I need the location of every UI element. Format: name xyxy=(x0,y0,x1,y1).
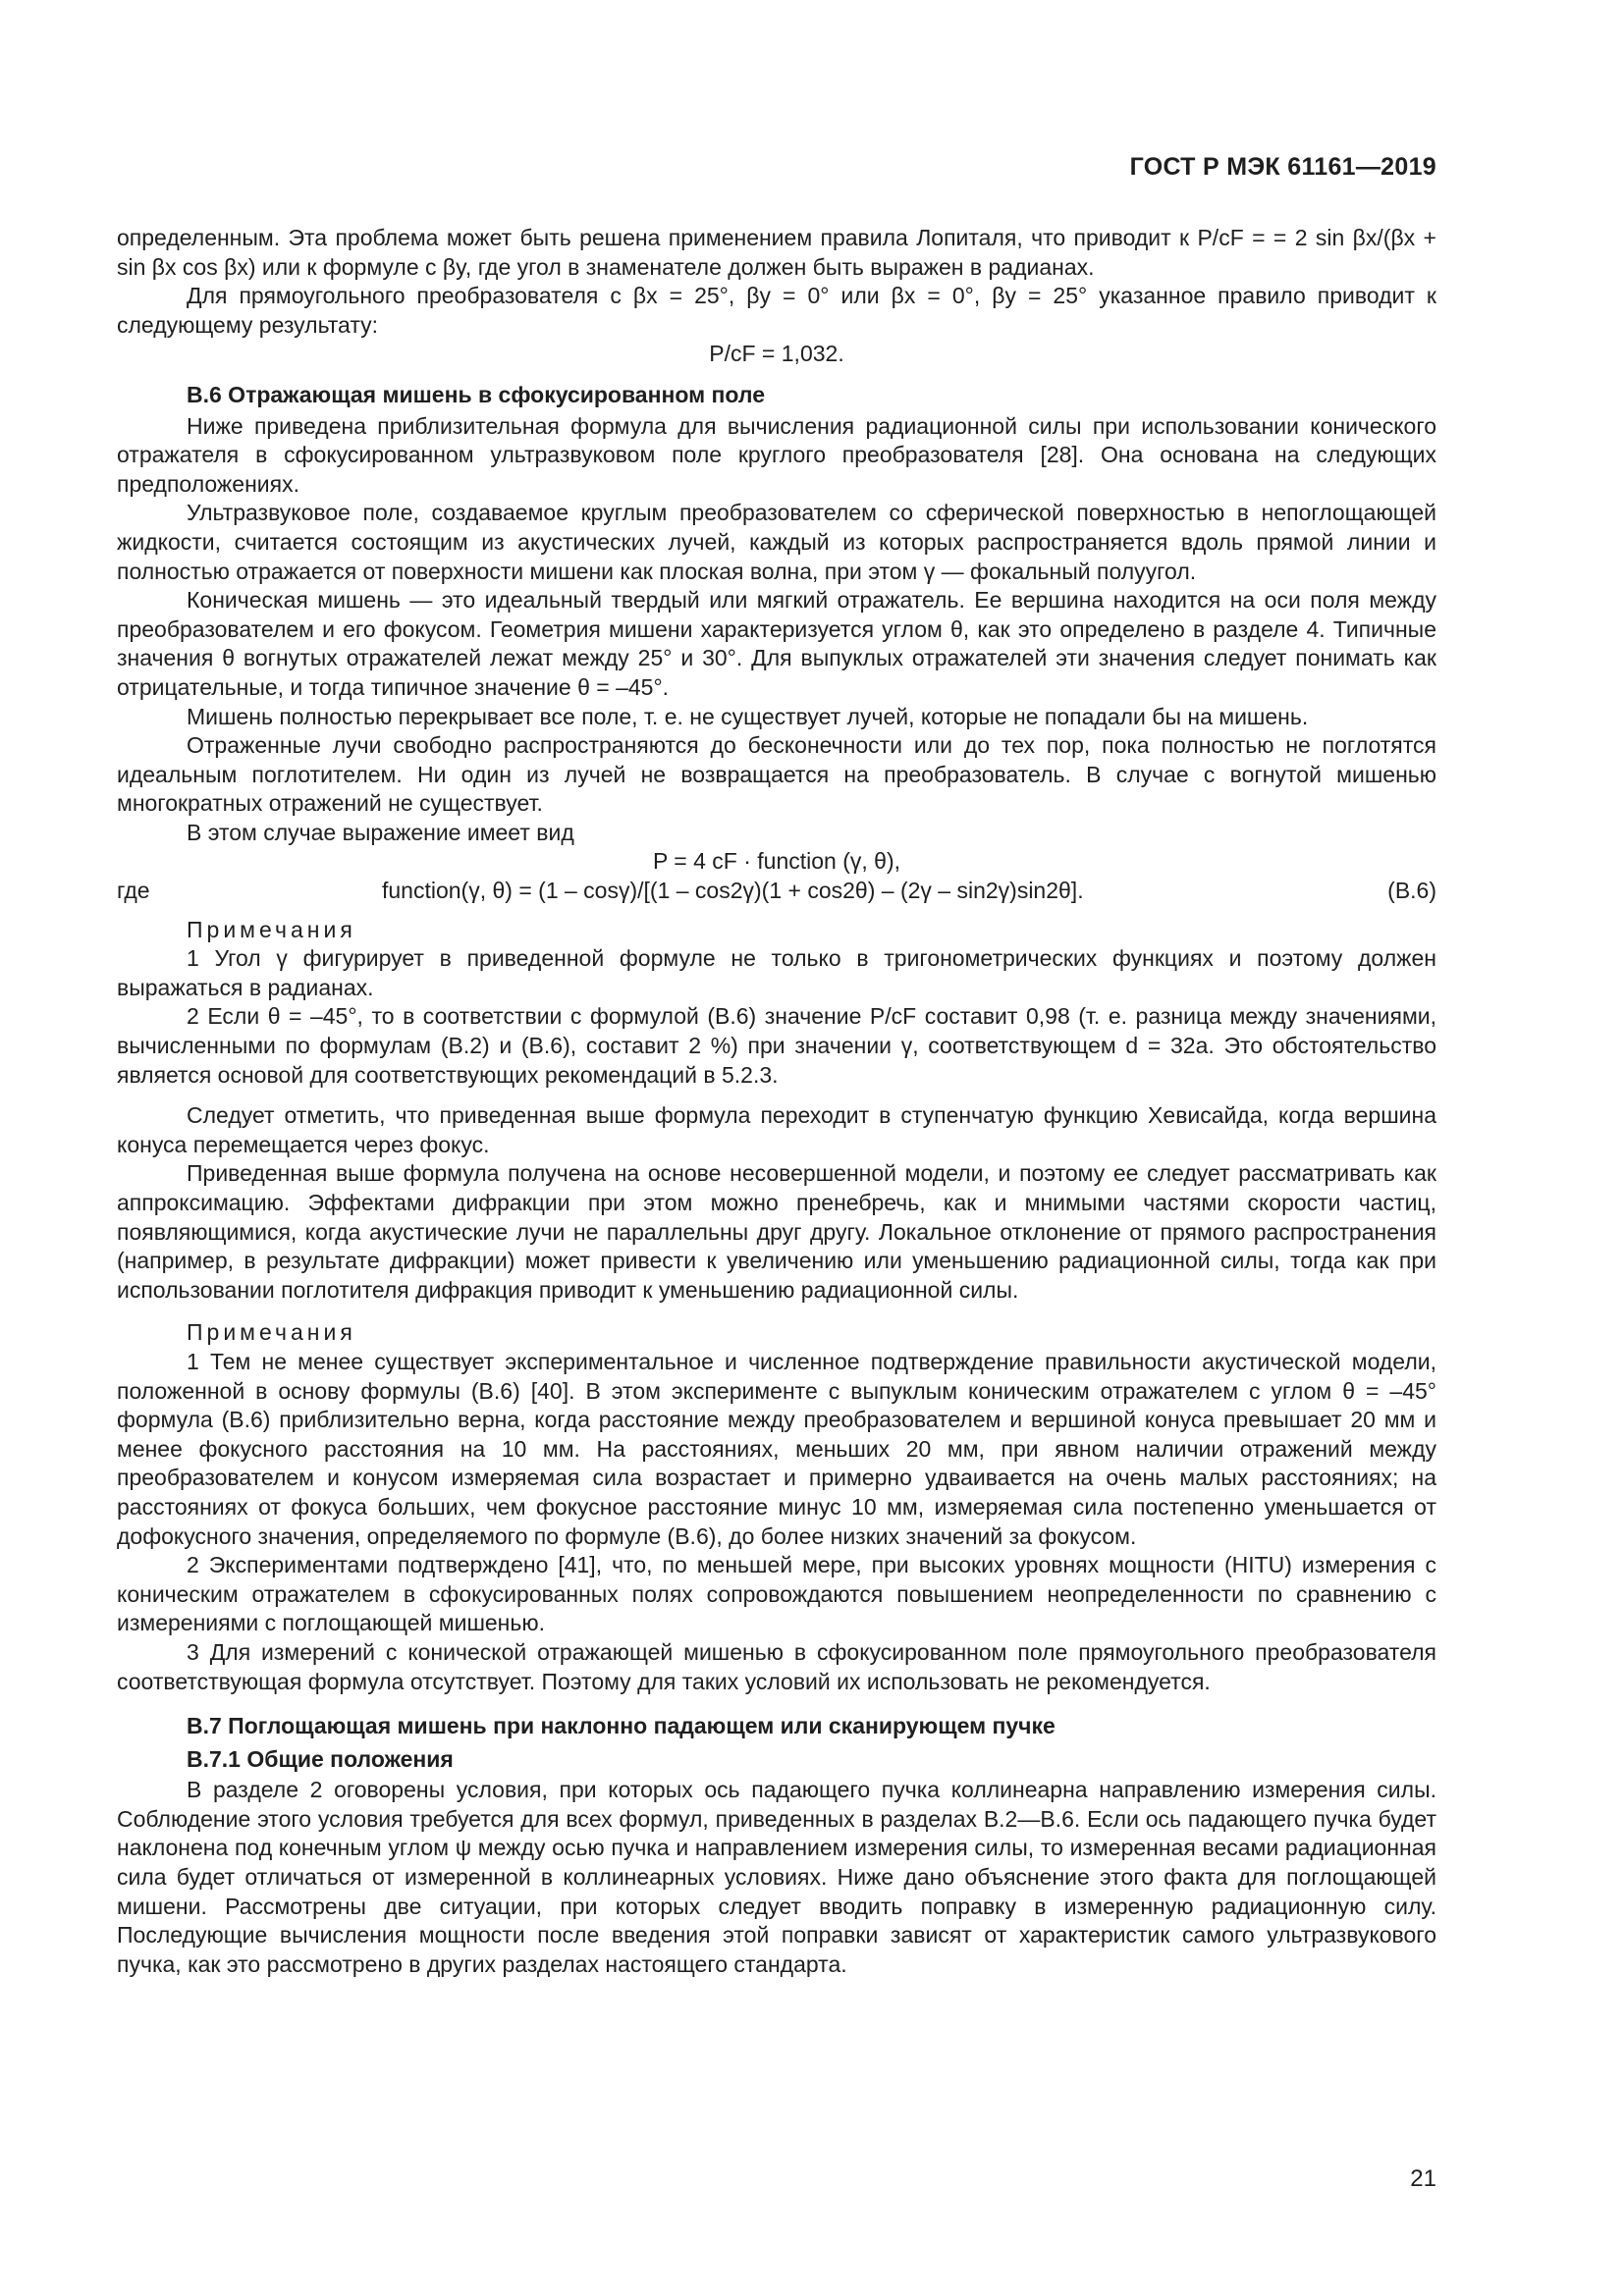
spacer xyxy=(117,1090,1436,1101)
page-number: 21 xyxy=(1410,2165,1436,2192)
note-2-2: 2 Экспериментами подтверждено [41], что, по меньшей мере, при высоких уровнях мощности (HITU) измерения с коническим отражателем в сфокусированных полях сопровождаются повышением неопределенности по сравнению с измерениями с поглощающей мишенью. xyxy=(117,1552,1436,1636)
notes-title-1: Примечания xyxy=(187,916,356,942)
paragraph-b6-reflected: Отраженные лучи свободно распространяются до бесконечности или до тех пор, пока полностью не поглотятся идеальным поглотителем. Ни один из лучей не возвращается на преобразователь. В случае с вогнутой мишенью многократных отражений не существует. xyxy=(117,732,1436,817)
paragraph-b6-field: Ультразвуковое поле, создаваемое круглым преобразователем со сферической поверхностью в непоглощающей жидкости, считается состоящим из акустических лучей, каждый из которых распространяется вдоль прямой линии и полностью отражается от поверхности мишени как плоская волна, при этом γ — фокальный полуугол. xyxy=(117,500,1436,584)
note-1-2: 2 Если θ = –45°, то в соответствии с формулой (В.6) значение P/cF составит 0,98 (т. е. разница между значениями, вычисленными по формулам (В.2) и (В.6), составит 2 %) при значении γ, соответствующем d = 32a. Это обстоятельство является основой для соответствующих рекомендаций в 5.2.3. xyxy=(117,1003,1436,1088)
section-heading-b7: В.7 Поглощающая мишень при наклонно падающем или сканирующем пучке xyxy=(187,1713,1056,1739)
section-heading-b6: В.6 Отражающая мишень в сфокусированном поле xyxy=(187,381,766,407)
paragraph-b6-intro: Ниже приведена приблизительная формула для вычисления радиационной силы при использовании конического отражателя в сфокусированном ультразвуковом поле круглого преобразователя [28]. Она основана на следующих предположениях. xyxy=(117,412,1436,497)
document-header: ГОСТ Р МЭК 61161—2019 xyxy=(1129,153,1436,181)
note-2-1: 1 Тем не менее существует экспериментальное и численное подтверждение правильности акустической модели, положенной в основу формулы (В.6) [40]. В этом эксперименте с выпуклым коническим отражателем с углом θ = –45° формула (В.6) приблизительно верна, когда расстояние между преобразователем и вершиной конуса превышает 20 мм и менее фокусного расстояния на 10 мм. На расстояниях, меньших 20 мм, при явном наличии отражений между преобразователем и конусом измеряемая сила возрастает и примерно удваивается на очень малых расстояниях; на расстояниях от фокуса больших, чем фокусное расстояние минус 10 мм, измеряемая сила постепенно уменьшается от дофокусного значения, определяемого по формуле (В.6), до более низких значений за фокусом. xyxy=(117,1348,1436,1549)
section-heading-b71: В.7.1 Общие положения xyxy=(187,1745,454,1772)
paragraph-rect-transducer: Для прямоугольного преобразователя с βx = 25°, βy = 0° или βx = 0°, βy = 25° указанное правило приводит к следующему результату: xyxy=(117,283,1436,338)
paragraph-b6-cone: Коническая мишень — это идеальный твердый или мягкий отражатель. Ее вершина находится на оси поля между преобразователем и его фокусом. Геометрия мишени характеризуется углом θ, как это определено в разделе 4. Типичные значения θ вогнутых отражателей лежат между 25° и 30°. Для выпуклых отражателей эти значения следует понимать как отрицательные, и тогда типичное значение θ = –45°. xyxy=(117,587,1436,700)
paragraph-b6-target: Мишень полностью перекрывает все поле, т. е. не существует лучей, которые не попадали бы на мишень. xyxy=(187,703,1309,729)
note-1-1: 1 Угол γ фигурирует в приведенной формуле не только в тригонометрических функциях и поэтому должен выражаться в радианах. xyxy=(117,945,1436,1000)
document-body xyxy=(117,224,1436,1979)
formula-b6-expression: function(γ, θ) = (1 – cosγ)/[(1 – cos2γ)(1 + cos2θ) – (2γ – sin2γ)sin2θ]. xyxy=(382,878,1084,904)
paragraph-heaviside: Следует отметить, что приведенная выше формула переходит в ступенчатую функцию Хевисайда, когда вершина конуса перемещается через фокус. xyxy=(117,1102,1436,1157)
paragraph-approximation: Приведенная выше формула получена на основе несовершенной модели, и поэтому ее следует рассматривать как аппроксимацию. Эффектами дифракции при этом можно пренебречь, как и мнимыми частями скорости частиц, появляющимися, когда акустические лучи не параллельны друг другу. Локальное отклонение от прямого распространения (например, в результате дифракции) может привести к увеличению или уменьшению радиационной силы, тогда как при использовании поглотителя дифракция приводит к уменьшению радиационной силы. xyxy=(117,1160,1436,1303)
equation-p-function: P = 4 cF · function (γ, θ), xyxy=(652,848,901,875)
paragraph-b6-expression: В этом случае выражение имеет вид xyxy=(187,819,574,845)
notes-title-2: Примечания xyxy=(187,1319,356,1346)
formula-where-label: где xyxy=(117,878,150,904)
paragraph-b71: В разделе 2 оговорены условия, при которых ось падающего пучка коллинеарна направлению измерения силы. Соблюдение этого условия требуется для всех формул, приведенных в разделах В.2—В.6. Если ось падающего пучка будет наклонена под конечным углом ψ между осью пучка и направлением измерения силы, то измеренная весами радиационная сила будет отличаться от измеренной в коллинеарных условиях. Ниже дано объяснение этого факта для поглощающей мишени. Рассмотрены две ситуации, при которых следует вводить поправку в измеренную радиационную силу. Последующие вычисления мощности после введения этой поправки зависят от характеристик самого ультразвукового пучка, как это рассмотрено в других разделах настоящего стандарта. xyxy=(117,1777,1436,1977)
formula-b6-number: (B.6) xyxy=(1387,878,1436,904)
formula-b6-row xyxy=(117,877,1436,906)
note-2-3: 3 Для измерений с конической отражающей мишенью в сфокусированном поле прямоугольного преобразователя соответствующая формула отсутствует. Поэтому для таких условий их использовать не рекомендуется. xyxy=(117,1638,1436,1694)
equation-pcf: P/cF = 1,032. xyxy=(709,341,844,367)
paragraph-continuation: определенным. Эта проблема может быть решена применением правила Лопиталя, что приводит к P/cF = = 2 sin βx/(βx + sin βx cos βx) или к формуле с βy, где угол в знаменателе должен быть выражен в радианах. xyxy=(117,225,1436,280)
